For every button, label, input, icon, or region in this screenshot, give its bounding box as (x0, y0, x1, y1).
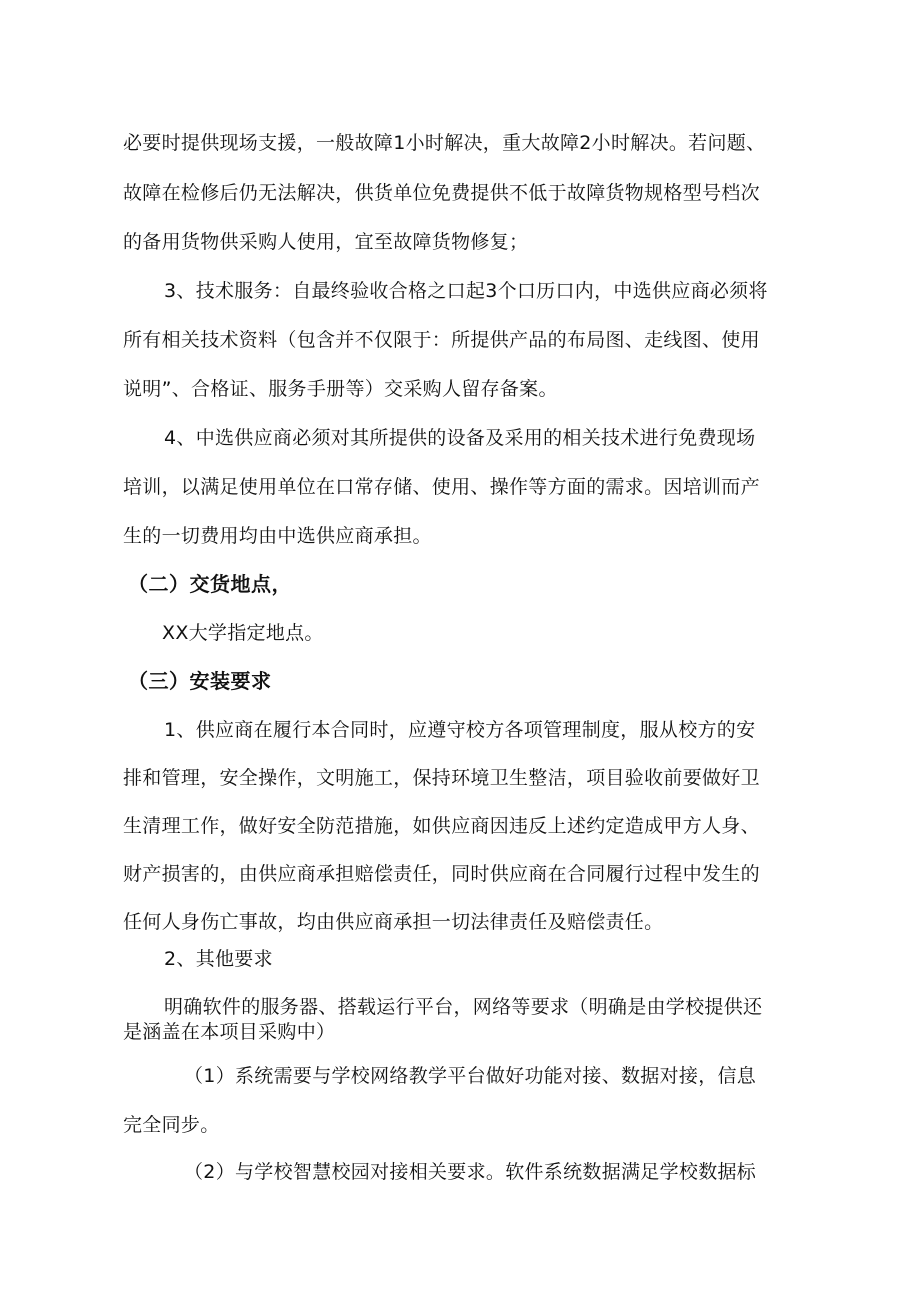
delivery-text: XX大学指定地点。 (162, 622, 324, 644)
paragraph-line: 的备用货物供采购人使用，宜至故障货物修复； (123, 231, 529, 253)
install-item1-line: 财产损害的，由供应商承担赔偿责任，同时供应商在合同履行过程中发生的 (123, 863, 760, 885)
section-heading-install: （三）安装要求 (128, 669, 272, 693)
paragraph-line: 说明”、合格证、服务手册等）交采购人留存备案。 (123, 378, 558, 400)
install-sub1-line: 完全同步。 (123, 1114, 220, 1136)
install-item2-title: 2、其他要求 (164, 948, 273, 970)
install-sub1-line: （1）系统需要与学校网络教学平台做好功能对接、数据对接，信息 (184, 1065, 757, 1087)
paragraph-line: 3、技术服务：自最终验收合格之口起3个口历口内，中选供应商必须将 (164, 280, 768, 302)
section-heading-delivery: （二）交货地点， (128, 572, 292, 596)
install-item1-line: 任何人身伤亡事故，均由供应商承担一切法律责任及赔偿责任。 (123, 911, 664, 933)
install-item2-line: 是涵盖在本项目采购中） (123, 1021, 336, 1043)
paragraph-line: 4、中选供应商必须对其所提供的设备及采用的相关技术进行免费现场 (164, 427, 756, 449)
paragraph-line: 生的一切费用均由中选供应商承担。 (123, 525, 432, 547)
paragraph-line: 故障在检修后仍无法解决，供货单位免费提供不低于故障货物规格型号档次 (123, 182, 760, 204)
paragraph-line: 培训，以满足使用单位在口常存储、使用、操作等方面的需求。因培训而产 (123, 476, 760, 498)
paragraph-line: 必要时提供现场支援，一般故障1小时解决，重大故障2小时解决。若问题、 (123, 132, 766, 154)
install-sub2-line: （2）与学校智慧校园对接相关要求。软件系统数据满足学校数据标 (184, 1161, 757, 1183)
paragraph-line: 所有相关技术资料（包含并不仅限于：所提供产品的布局图、走线图、使用 (123, 329, 760, 351)
install-item1-line: 生清理工作，做好安全防范措施，如供应商因违反上述约定造成甲方人身、 (123, 815, 760, 837)
install-item1-line: 排和管理，安全操作，文明施工，保持环境卫生整洁，项目验收前要做好卫 (123, 767, 760, 789)
install-item2-line: 明确软件的服务器、搭载运行平台，网络等要求（明确是由学校提供还 (164, 996, 763, 1018)
install-item1-line: 1、供应商在履行本合同时，应遵守校方各项管理制度，服从校方的安 (164, 719, 756, 741)
